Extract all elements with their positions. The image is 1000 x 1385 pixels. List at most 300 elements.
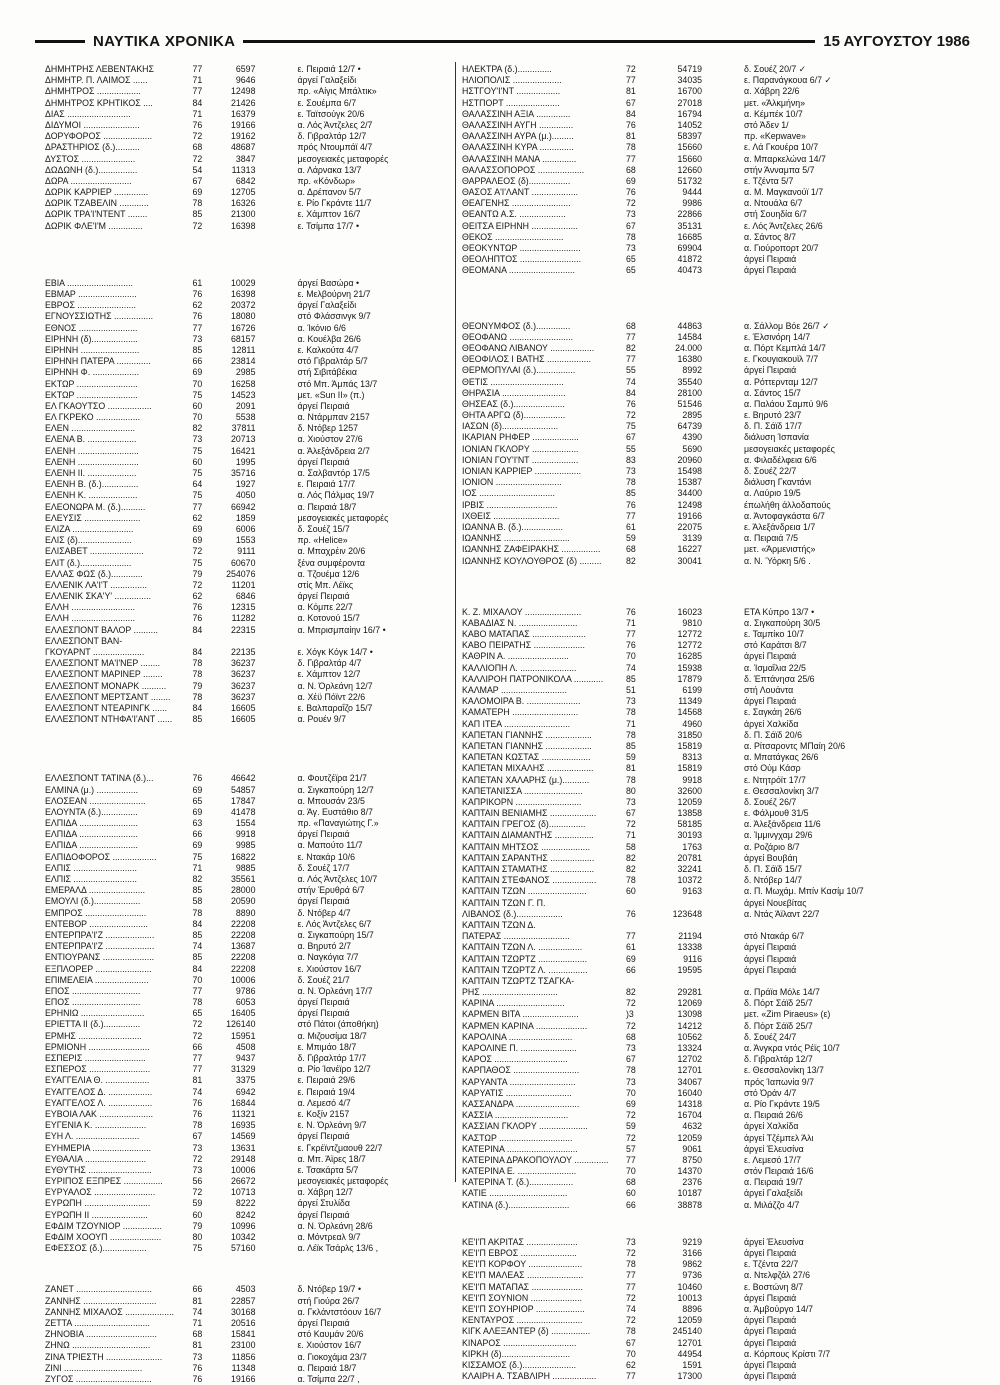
build-year: 70 <box>192 378 203 389</box>
build-year: 73 <box>626 1043 636 1053</box>
build-year: 55 <box>626 443 636 454</box>
ship-position: α. Χάβρη 12/7 <box>297 1187 353 1198</box>
build-year: 80 <box>626 785 636 796</box>
tonnage: 12498 <box>677 499 702 510</box>
tonnage: 20713 <box>231 434 256 445</box>
tonnage: 16421 <box>231 445 256 456</box>
build-year: 77 <box>192 322 203 333</box>
ship-name: ΓΚΟΥΑΡΝΤ ..................... <box>45 647 145 657</box>
tonnage: 8222 <box>235 1198 256 1209</box>
build-year: 73 <box>626 1236 636 1247</box>
ship-row <box>462 1088 982 1099</box>
build-year: 84 <box>192 624 203 635</box>
build-year: 70 <box>192 412 203 423</box>
ship-position: α. Ρουέν 9/7 <box>297 714 347 725</box>
page-header <box>35 33 970 49</box>
ship-name: ΕΚΤΩΡ ......................... <box>45 378 138 389</box>
ship-name: ΕΛΛΕΝΙΚ ΛΑ'Ι'Τ ............... <box>45 579 147 590</box>
tonnage: 9810 <box>682 617 702 628</box>
ship-row <box>45 1284 445 1295</box>
tonnage: 1591 <box>682 1359 702 1370</box>
build-year: 69 <box>192 523 203 534</box>
tonnage: 10006 <box>231 974 256 985</box>
ship-row <box>45 1120 445 1131</box>
ship-position: δ. Σουέζ 15/7 <box>297 523 350 534</box>
ship-name: ΠΑΤΕΡΑΣ ........................... <box>462 931 570 942</box>
tonnage: 54719 <box>677 64 702 74</box>
ship-position: στόν Πειραιά 16/6 <box>744 1166 814 1177</box>
tonnage: 9985 <box>235 840 256 851</box>
ship-row <box>45 356 445 367</box>
build-year: 85 <box>192 929 203 940</box>
ship-name: ΔΩΔΩΝΗ (δ.)................ <box>45 164 138 175</box>
tonnage: 13098 <box>677 1009 702 1020</box>
ship-position: πρός Ντουμπάϊ 4/7 <box>297 142 373 153</box>
ship-row <box>462 243 982 254</box>
tonnage: 11321 <box>231 1108 256 1119</box>
ship-position: α. Ντάρμπαν 2157 <box>297 412 370 423</box>
ship-position: α. Ίσμαΐλια 22/5 <box>744 662 806 673</box>
build-year: 62 <box>192 591 203 602</box>
tonnage: 16700 <box>677 86 702 97</box>
ship-row <box>462 976 982 987</box>
ship-position: α. Σιγκαπούρη 12/7 <box>297 784 374 795</box>
ship-name: ΕΦΔΙΜ ΧΟΟΥΠ ..................... <box>45 1232 162 1242</box>
ship-position: μετ. «Sun II» (π.) <box>297 389 365 400</box>
ship-position: άργεί Πειραιά <box>297 997 350 1008</box>
ship-row <box>462 1326 982 1337</box>
build-year: 67 <box>626 1337 636 1348</box>
ship-name: ΖΙΝΑ ΤΡΙΕΣΤΗ ....................... <box>45 1351 163 1362</box>
build-year: 62 <box>626 1359 636 1370</box>
tonnage: 10029 <box>231 277 256 288</box>
ship-row <box>462 1177 982 1188</box>
ship-row <box>45 1187 445 1198</box>
ship-position: διάλυση Γκαντάνι <box>744 477 812 488</box>
tonnage: 12059 <box>677 1132 702 1143</box>
tonnage: 60670 <box>231 557 256 568</box>
ship-position: α. Πράϊα Μόλε 14/7 <box>744 987 820 998</box>
build-year: 74 <box>626 1303 636 1314</box>
build-year: 71 <box>192 75 203 86</box>
build-year: 76 <box>626 119 636 130</box>
ship-name: ΙΟΝΙΑΝ ΓΟΥ'Ι'ΝΤ ................... <box>462 454 579 465</box>
ship-name: ΕΥΡΥΑΛΟΣ ......................... <box>45 1187 156 1198</box>
ship-position: α. Άνγκρα ντός Ρέϊς 10/7 <box>744 1043 840 1053</box>
tonnage: 16398 <box>231 289 256 299</box>
build-year: 69 <box>192 806 203 817</box>
build-year: 78 <box>192 1120 203 1131</box>
ship-name: ΕΛΙΤ (δ.)..................... <box>45 557 132 568</box>
build-year: 84 <box>192 918 203 929</box>
tonnage: 32600 <box>677 785 702 796</box>
ship-position: δ. Σουέζ 22/7 <box>744 466 797 476</box>
build-year: 72 <box>192 131 203 142</box>
build-year: 76 <box>192 289 203 299</box>
tonnage: 6053 <box>235 997 256 1008</box>
ship-row <box>45 1087 445 1098</box>
build-year: 75 <box>626 421 636 432</box>
ship-position: α. Κόμπε 22/7 <box>297 602 353 613</box>
build-year: 76 <box>192 1373 203 1384</box>
tonnage: 20781 <box>677 852 702 863</box>
build-year: 73 <box>626 466 636 476</box>
tonnage: 12772 <box>677 629 702 640</box>
ship-position: α. Λαύριο 19/5 <box>744 488 801 499</box>
ship-position: α. Λός Άντζελες 10/7 <box>297 874 378 884</box>
ship-row <box>45 636 445 647</box>
ship-position: ε. Έλσινόρη 14/7 <box>744 331 811 342</box>
tonnage: 9444 <box>682 187 702 198</box>
ship-row <box>462 954 982 965</box>
ship-row <box>462 1032 982 1043</box>
ship-name: ΕΥΡΩΠΗ ΙΙ ....................... <box>45 1209 148 1220</box>
build-year: 66 <box>626 964 636 975</box>
ship-name: ΕΥΑΓΓΕΛΟΣ Δ. .................. <box>45 1086 153 1097</box>
tonnage: 20590 <box>231 896 256 907</box>
tonnage: 46642 <box>231 773 256 784</box>
ship-name: ΙΩΑΝΝΑ Β. (δ.)................. <box>462 521 563 532</box>
ship-row <box>45 468 445 479</box>
ship-position: α. Άγ. Ευστάθιο 8/7 <box>297 806 373 817</box>
ship-name: ΕΚΤΩΡ ......................... <box>45 389 138 400</box>
ship-list-block <box>462 607 982 1211</box>
ship-row <box>462 987 982 998</box>
ship-position: ε. Τσίμπα 17/7 • <box>297 220 360 231</box>
build-year: 65 <box>626 265 636 276</box>
ship-row <box>462 399 982 410</box>
ship-row <box>462 86 982 97</box>
ship-position: άργεί Πειραιά <box>744 1337 797 1348</box>
ship-name: ΘΗΡΑΣΙΑ .......................... <box>462 387 566 398</box>
ship-position: ε. Ταμπίκο 10/7 <box>744 629 804 640</box>
ship-name: ΚΑΤΕΡΙΝΑ ............................. <box>462 1143 578 1154</box>
ship-row <box>45 807 445 818</box>
build-year: 77 <box>626 354 636 365</box>
ship-name: ΚΑΠΕΤΑΝ ΜΙΧΑΛΗΣ ................... <box>462 763 594 774</box>
ship-row <box>45 1363 445 1374</box>
ship-name: ΚΑΠΤΑΙΝ ΤΖΩΝ Γ. Π. <box>462 897 546 908</box>
ship-row <box>45 658 445 669</box>
build-year: 59 <box>192 1198 203 1209</box>
ship-name: ΘΑΛΑΣΣΙΝΗ ΑΥΡΑ (μ.)......... <box>462 131 574 142</box>
build-year: 72 <box>192 1030 203 1041</box>
ship-name: ΘΕΟΦΙΛΟΣ Ι ΒΑΤΗΣ .................. <box>462 354 592 365</box>
ship-position: ε. Ταϊτσούγκ 20/6 <box>297 108 365 119</box>
ship-position: στό Γιβραλτάρ 5/7 <box>297 356 368 367</box>
ship-name: ΚΙΣΣΑΜΟΣ (δ.)...................... <box>462 1359 577 1370</box>
issue-date: 15 ΑΥΓΟΥΣΤΟΥ 1986 <box>823 32 970 50</box>
ship-row <box>45 1008 445 1019</box>
build-year: 81 <box>192 1340 203 1351</box>
ship-position: ε. Ρίο Γκράντε 11/7 <box>297 198 372 209</box>
ship-row <box>45 546 445 557</box>
build-year: 69 <box>192 784 203 795</box>
tonnage <box>220 636 255 647</box>
ship-position: στήν Άνναμπα 5/7 <box>744 164 815 175</box>
tonnage: 22208 <box>231 952 256 963</box>
ship-row <box>462 388 982 399</box>
tonnage: 3166 <box>682 1248 702 1258</box>
tonnage: 22135 <box>231 647 256 657</box>
tonnage: 22315 <box>231 624 256 635</box>
ship-position: άργεί Νουεβίτας <box>744 897 807 908</box>
ship-row <box>462 421 982 432</box>
build-year: 74 <box>626 376 636 387</box>
ship-position: α. Ίκόνιο 6/6 <box>297 322 346 333</box>
ship-row <box>462 1259 982 1270</box>
ship-row <box>462 797 982 808</box>
tonnage: 10187 <box>677 1188 702 1199</box>
ship-name: ΕΛΙΖΑ ......................... <box>45 523 134 534</box>
tonnage: 14568 <box>677 707 702 718</box>
build-year: 67 <box>626 808 636 819</box>
ship-row <box>462 1304 982 1315</box>
ship-name: ΚΑΒΑΔΙΑΣ Ν. ........................ <box>462 617 578 628</box>
ship-position: άργεί Πειραιά <box>744 265 797 276</box>
ship-position: ε. Πειραιά 29/6 <box>297 1075 356 1086</box>
tonnage: 18080 <box>231 311 256 322</box>
ship-name: ΖΗΝΩ ................................ <box>45 1340 151 1351</box>
ship-position: δ. Σουέζ 17/7 <box>297 862 350 873</box>
ship-position: α. Σάλλομ Βόε 26/7 ✓ <box>744 320 830 331</box>
ship-row <box>45 647 445 658</box>
tonnage: 3847 <box>235 153 256 164</box>
ship-row <box>462 488 982 499</box>
ship-position: στή Γιούρα 26/7 <box>297 1295 360 1306</box>
ship-row <box>462 1270 982 1281</box>
ship-position: α. Φιλαδέλφεια 6/6 <box>744 454 817 465</box>
ship-position: δ. Γιβραλτάρ 12/7 <box>297 131 367 142</box>
build-year: 72 <box>192 579 203 590</box>
build-year: 76 <box>626 908 636 919</box>
tonnage: 20516 <box>231 1317 256 1328</box>
ship-position: α. Κοτονού 15/7 <box>297 613 360 624</box>
ship-name: ΖΑΝΝΗΣ .............................. <box>45 1295 157 1306</box>
build-year: 75 <box>192 389 203 400</box>
tonnage: 8896 <box>682 1303 702 1314</box>
tonnage: 126140 <box>226 1019 256 1030</box>
ship-row <box>462 741 982 752</box>
ship-list-block <box>45 773 445 1254</box>
ship-row <box>45 1042 445 1053</box>
ship-position: α. Σιγκαπούρη 15/7 <box>297 929 374 940</box>
build-year: 81 <box>192 1075 203 1086</box>
ship-position: α. Πειραιά 7/5 <box>744 533 799 544</box>
tonnage: 13631 <box>231 1142 256 1153</box>
build-year: 85 <box>626 740 636 751</box>
build-year: 85 <box>192 344 203 355</box>
ship-name: ΙΟΝΙΑΝ ΚΑΡΡΙΕΡ ................... <box>462 466 582 476</box>
ship-position: έπωλήθη άλλοδαπούς <box>744 499 831 510</box>
build-year: 70 <box>626 1166 636 1177</box>
ship-row <box>462 674 982 685</box>
ship-row <box>45 975 445 986</box>
tonnage: 16285 <box>677 651 702 662</box>
ship-name: ΘΕΙΤΣΑ ΕΙΡΗΝΗ ................... <box>462 220 578 231</box>
build-year: 75 <box>192 445 203 456</box>
ship-name: ΚΑΠΕΤΑΝΙΣΣΑ ........................ <box>462 785 583 796</box>
ship-name: Κ. Ζ. ΜΙΧΑΛΟΥ ....................... <box>462 606 582 617</box>
tonnage: 30193 <box>677 830 702 841</box>
ship-position: α. Πειραιά 19/7 <box>744 1177 803 1188</box>
build-year: 69 <box>626 175 636 186</box>
tonnage: 10342 <box>231 1232 256 1242</box>
tonnage: 22208 <box>231 918 256 929</box>
ship-position: α. Λέϊκ Τσάρλς 13/6 , <box>297 1243 379 1254</box>
build-year: 72 <box>626 1315 636 1326</box>
ship-name: ΚΙΓΚ ΑΛΕΞΑΝΤΕΡ (δ) ................ <box>462 1326 591 1337</box>
build-year: 65 <box>192 795 203 806</box>
tonnage: 12069 <box>677 998 702 1009</box>
tonnage: 66942 <box>231 501 256 512</box>
build-year: 84 <box>192 97 203 108</box>
ship-row <box>462 120 982 131</box>
ship-row <box>462 444 982 455</box>
ship-name: ΚΕ'Ι'Π ΕΒΡΟΣ ....................... <box>462 1248 577 1258</box>
ship-name: ΕΥΗΜΕΡΙΑ ........................ <box>45 1142 152 1153</box>
tonnage: 29281 <box>677 987 702 998</box>
ship-name: ΕΓΝΟΥΣΣΙΩΤΗΣ ................ <box>45 311 154 322</box>
build-year: 67 <box>192 175 203 186</box>
ship-row <box>462 1338 982 1349</box>
ship-name: ΖΑΝΕΤ ............................... <box>45 1284 152 1295</box>
tonnage <box>660 976 702 987</box>
ship-name: ΕΛΛΕΝΙΚ ΣΚΑ'Υ' ............... <box>45 591 152 602</box>
tonnage: 20372 <box>231 300 256 311</box>
build-year: 84 <box>626 387 636 398</box>
ship-row <box>45 524 445 535</box>
tonnage: 6942 <box>235 1086 256 1097</box>
ship-name: ΕΛ ΓΚΑΟΥΤΣΟ .................. <box>45 400 152 411</box>
ship-name: ΚΕ'Ι'Π ΣΟΥΝΙΟΝ ..................... <box>462 1292 582 1303</box>
ship-name: ΕΛΛΑΣ ΦΩΣ (δ.)............. <box>45 568 143 579</box>
tonnage: 40473 <box>677 265 702 276</box>
tonnage: 9918 <box>235 829 256 840</box>
tonnage: 5690 <box>682 443 702 454</box>
build-year: 85 <box>192 885 203 896</box>
ship-name: ΕΣΠΕΡΙΣ ......................... <box>45 1053 146 1063</box>
ship-row <box>462 511 982 522</box>
build-year: 72 <box>192 1187 203 1198</box>
ship-row <box>45 1154 445 1165</box>
ship-row <box>45 334 445 345</box>
ship-position: α. Ντελφζάλ 27/6 <box>744 1270 811 1281</box>
ship-position: δ. Ντόβερ 4/7 <box>297 907 351 918</box>
build-year: 78 <box>626 231 636 242</box>
ship-position: άργεί Χαλκίδα <box>744 1121 799 1132</box>
tonnage: 9163 <box>682 886 702 897</box>
build-year: 82 <box>192 874 203 884</box>
ship-row <box>462 500 982 511</box>
ship-row <box>462 629 982 640</box>
build-year <box>622 976 660 987</box>
ship-name: ΖΑΝΝΗΣ ΜΙΧΑΛΟΣ .................... <box>45 1306 174 1317</box>
ship-row <box>462 1237 982 1248</box>
ship-position: πρός Ίαπωνία 9/7 <box>744 1076 815 1087</box>
build-year: 76 <box>626 499 636 510</box>
ship-position: ε. Χάμπτον 12/7 <box>297 669 361 680</box>
ship-name: ΕΡΜΙΟΝΗ ......................... <box>45 1041 150 1052</box>
ship-name: ΕΛΟΥΝΤΑ (δ.)............... <box>45 806 138 817</box>
tonnage: 24.000 <box>675 342 702 353</box>
build-year: 79 <box>192 1220 203 1231</box>
ship-name: ΘΑΛΑΣΣΟΠΟΡΟΣ ................... <box>462 164 585 175</box>
tonnage: 10006 <box>231 1164 256 1175</box>
ship-name: ΙΟΣ ............................... <box>462 488 555 499</box>
ship-name: ΚΑΛΛΙΡΟΗ ΠΑΤΡΟΝΙΚΟΛΑ ............ <box>462 673 604 684</box>
ship-name: ΘΕΟΜΑΝΑ ........................... <box>462 265 575 276</box>
ship-position: ε. Λά Γκουέρα 10/7 <box>744 142 819 153</box>
build-year: 67 <box>192 1131 203 1142</box>
tonnage: 15387 <box>677 477 702 488</box>
tonnage: 1554 <box>235 818 256 829</box>
ship-position: δ. Γιβραλτάρ 12/7 <box>744 1054 813 1065</box>
tonnage: 37811 <box>231 423 256 434</box>
ship-name: ΕΦΕΣΣΟΣ (δ.).................. <box>45 1243 147 1254</box>
ship-row <box>45 1075 445 1086</box>
build-year: 82 <box>626 342 636 353</box>
tonnage: 17879 <box>677 673 702 684</box>
tonnage: 1553 <box>235 535 256 546</box>
tonnage: 3375 <box>235 1075 256 1086</box>
ship-name: ΚΑΛΜΑΡ ........................... <box>462 685 567 695</box>
ship-position: α. Ροζάριο 8/7 <box>744 841 800 852</box>
tonnage: 12811 <box>231 344 256 355</box>
ship-position: δ. Σουέζ 21/7 <box>297 974 350 985</box>
ship-position: στό Μπ. Άμπάς 13/7 <box>297 378 378 389</box>
build-year: )3 <box>626 1009 634 1020</box>
ship-position: α. Δρέπανον 5/7 <box>297 187 362 198</box>
ship-name: ΘΕΟΚΥΝΤΩΡ ......................... <box>462 243 581 253</box>
ship-position: μεσογειακές μεταφορές <box>297 153 389 164</box>
tonnage: 14584 <box>677 331 702 342</box>
build-year: 77 <box>626 1270 636 1281</box>
build-year: 60 <box>626 886 636 897</box>
tonnage: 6842 <box>235 175 256 186</box>
build-year: 72 <box>192 546 203 557</box>
build-year: 76 <box>626 187 636 198</box>
build-year: 75 <box>192 1243 203 1254</box>
ship-position: ε. Γκρέϊντζμαουθ 22/7 <box>297 1142 383 1153</box>
tonnage: 2895 <box>682 410 702 421</box>
ship-row <box>45 952 445 963</box>
ship-row <box>45 569 445 580</box>
ship-name: ΕΥΡΩΠΗ ........................... <box>45 1198 151 1209</box>
ship-position: άργεί Πειραιά <box>297 400 350 411</box>
build-year: 78 <box>626 774 636 785</box>
build-year: 82 <box>192 423 203 434</box>
tonnage: 22075 <box>677 521 702 532</box>
build-year: 75 <box>192 468 203 478</box>
ship-name: ΕΛ ΓΚΡΕΚΟ .................. <box>45 412 141 423</box>
ship-position: στό Καυμάν 20/6 <box>297 1329 364 1340</box>
tonnage: 35561 <box>231 874 256 884</box>
ship-row <box>462 466 982 477</box>
ship-row <box>45 1053 445 1064</box>
tonnage: 22208 <box>231 963 256 974</box>
ship-name: ΕΝΤΕΒΟΡ ........................ <box>45 918 148 929</box>
tonnage: 1859 <box>235 512 256 523</box>
ship-name: ΚΕ'Ι'Π ΣΟΥΗΡΙΟΡ .................... <box>462 1303 585 1314</box>
ship-row <box>45 1031 445 1042</box>
ship-row <box>462 663 982 674</box>
ship-name: ΚΑΠΤΑΙΝ ΤΖΩΝ Λ. .................. <box>462 942 583 953</box>
build-year: 78 <box>192 198 203 209</box>
ship-position: στό Ντακάρ 6/7 <box>744 931 805 942</box>
ship-list-block <box>45 278 445 726</box>
build-year: 76 <box>626 398 636 409</box>
